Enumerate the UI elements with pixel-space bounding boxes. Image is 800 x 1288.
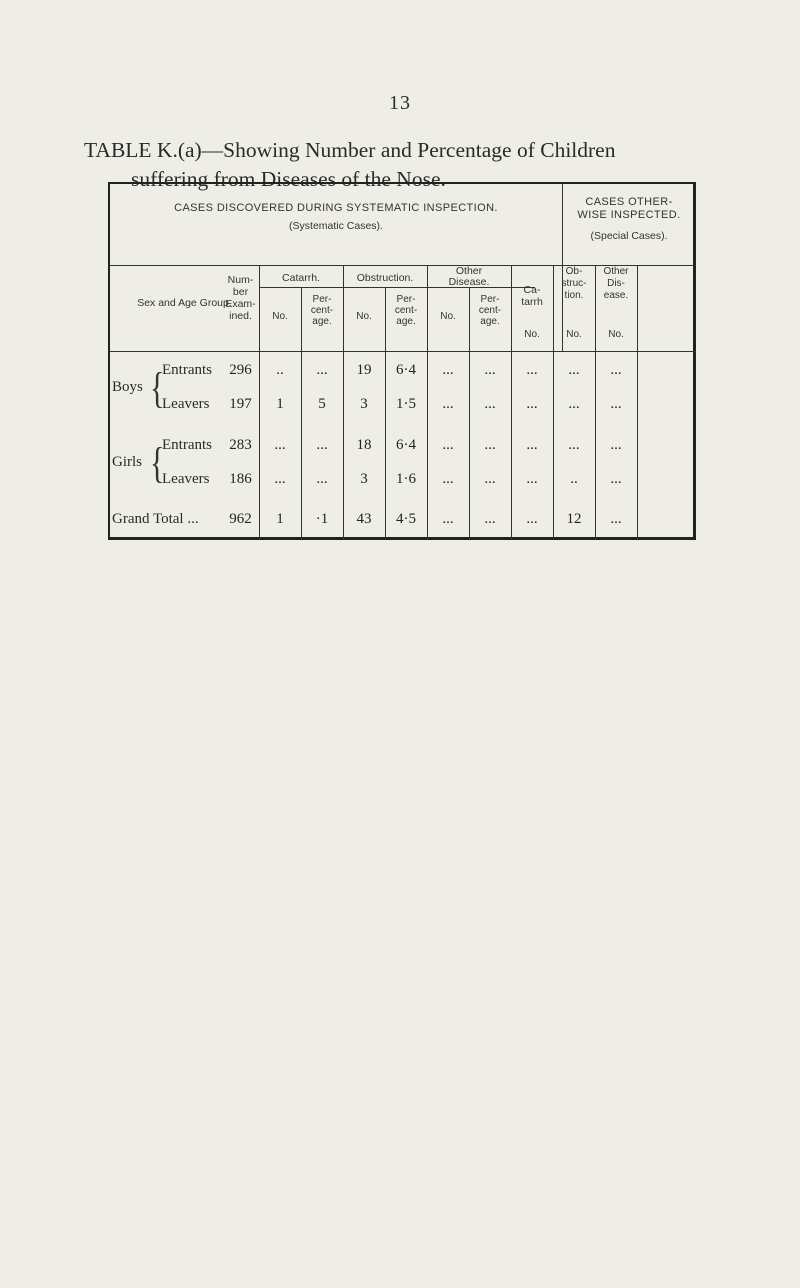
table-cell-sp-obs: ...: [568, 437, 580, 453]
special-other-header: [595, 266, 637, 302]
title-line-1: TABLE K.(a)—Showing Number and Percentage of Children: [84, 138, 616, 162]
special-title-line-1: CASES OTHER-: [585, 196, 673, 208]
special-obstruction-line-1: Ob-: [565, 266, 583, 277]
num-examined-line-1: Num-: [227, 274, 254, 286]
obstruction-pct-line-2: cent-: [394, 305, 418, 316]
table-cell-cat-no: ...: [274, 471, 286, 487]
table-cell-sp-cat: ...: [526, 396, 538, 412]
systematic-group-title: CASES DISCOVERED DURING SYSTEMATIC INSPECTION.: [174, 202, 498, 214]
table-cell-oth-no: ...: [442, 471, 454, 487]
special-obstruction-header: [553, 266, 595, 302]
nose-diseases-table: [108, 182, 696, 540]
num-examined-line-2: ber: [232, 286, 249, 298]
boys-brace: {: [150, 364, 165, 412]
other-pct-line-1: Per-: [480, 294, 500, 305]
special-catarrh-line-2: tarrh: [521, 296, 543, 308]
number-examined-header: [222, 274, 259, 322]
table-cell-examined: 283: [229, 437, 252, 453]
special-catarrh-no-header: No.: [524, 329, 540, 340]
special-group-title: [562, 196, 696, 222]
table-cell-sp-obs: ...: [568, 362, 580, 378]
obstruction-header: Obstruction.: [356, 272, 414, 284]
table-cell-obs-no: 43: [356, 511, 372, 527]
title-line-2: suffering from Diseases of the Nose.: [131, 167, 446, 191]
special-group-subtitle: (Special Cases).: [590, 230, 668, 242]
catarrh-header: Catarrh.: [282, 272, 320, 284]
row-label: Grand Total ...: [112, 511, 199, 527]
table-cell-sp-oth: ...: [610, 396, 622, 412]
table-cell-cat-pct: ...: [316, 471, 328, 487]
catarrh-pct-header: [301, 294, 343, 327]
table-cell-sp-obs: 12: [566, 511, 582, 527]
other-disease-line-2: Disease.: [448, 276, 490, 288]
other-pct-line-2: cent-: [478, 305, 502, 316]
col-sep-7: [637, 265, 638, 540]
num-examined-line-4: ined.: [229, 310, 252, 322]
table-cell-obs-pct: 6·4: [396, 437, 416, 453]
column-header-bottom-line: [110, 351, 696, 352]
other-no-header: No.: [440, 311, 456, 322]
table-cell-cat-pct: ...: [316, 437, 328, 453]
other-pct-header: [469, 294, 511, 327]
table-cell-sp-cat: ...: [526, 511, 538, 527]
table-cell-cat-no: 1: [276, 396, 284, 412]
table-cell-oth-pct: ...: [484, 437, 496, 453]
table-cell-sp-cat: ...: [526, 471, 538, 487]
table-cell-examined: 296: [229, 362, 252, 378]
table-cell-cat-pct: ·1: [315, 511, 329, 527]
table-cell-oth-pct: ...: [484, 362, 496, 378]
table-cell-sp-cat: ...: [526, 437, 538, 453]
girls-brace: {: [150, 439, 165, 487]
catarrh-pct-line-3: age.: [312, 316, 332, 327]
table-cell-oth-no: ...: [442, 396, 454, 412]
table-cell-sp-oth: ...: [610, 362, 622, 378]
table-cell-oth-pct: ...: [484, 471, 496, 487]
table-cell-obs-pct: 6·4: [396, 362, 416, 378]
obstruction-no-header: No.: [356, 311, 372, 322]
table-cell-sp-obs: ..: [570, 471, 578, 487]
table-cell-oth-pct: ...: [484, 396, 496, 412]
table-cell-oth-no: ...: [442, 511, 454, 527]
obstruction-pct-header: [385, 294, 427, 327]
table-cell-sp-oth: ...: [610, 511, 622, 527]
row-label: Leavers: [162, 471, 210, 487]
table-cell-sp-cat: ...: [526, 362, 538, 378]
sex-age-header: Sex and Age Group.: [137, 297, 232, 309]
special-obstruction-line-2: struc-: [561, 278, 587, 289]
table-cell-cat-no: ...: [274, 437, 286, 453]
table-cell-obs-no: 3: [360, 471, 368, 487]
special-catarrh-header: [511, 284, 553, 308]
row-label: Entrants: [162, 362, 212, 378]
catarrh-no-header: No.: [272, 311, 288, 322]
table-cell-obs-no: 3: [360, 396, 368, 412]
special-obstruction-no-header: No.: [566, 329, 582, 340]
catarrh-pct-line-1: Per-: [312, 294, 332, 305]
other-pct-line-3: age.: [480, 316, 500, 327]
table-cell-obs-pct: 4·5: [396, 511, 416, 527]
table-cell-sp-oth: ...: [610, 471, 622, 487]
other-disease-line-1: Other: [455, 265, 483, 277]
group-label-girls: Girls: [112, 454, 142, 470]
special-catarrh-line-1: Ca-: [523, 284, 541, 296]
table-cell-cat-no: 1: [276, 511, 284, 527]
table-cell-cat-pct: ...: [316, 362, 328, 378]
page-number: 13: [389, 92, 411, 114]
special-obstruction-line-3: tion.: [564, 290, 584, 301]
table-cell-sp-oth: ...: [610, 437, 622, 453]
table-cell-examined: 186: [229, 471, 252, 487]
row-label: Entrants: [162, 437, 212, 453]
row-label: Leavers: [162, 396, 210, 412]
table-cell-sp-obs: ...: [568, 396, 580, 412]
table-cell-obs-pct: 1·6: [396, 471, 416, 487]
table-cell-examined: 197: [229, 396, 252, 412]
table-cell-cat-pct: 5: [318, 396, 326, 412]
special-other-no-header: No.: [608, 329, 624, 340]
table-cell-examined: 962: [229, 511, 252, 527]
obstruction-pct-line-3: age.: [396, 316, 416, 327]
table-cell-cat-no: ..: [276, 362, 284, 378]
num-examined-line-3: Exam-: [225, 298, 256, 310]
systematic-group-subtitle: (Systematic Cases).: [289, 220, 383, 232]
catarrh-pct-line-2: cent-: [310, 305, 334, 316]
table-cell-obs-pct: 1·5: [396, 396, 416, 412]
table-cell-obs-no: 18: [356, 437, 372, 453]
special-title-line-2: WISE INSPECTED.: [577, 209, 681, 221]
special-other-line-1: Other: [603, 266, 629, 277]
table-cell-oth-pct: ...: [484, 511, 496, 527]
group-label-boys: Boys: [112, 379, 143, 395]
table-cell-oth-no: ...: [442, 437, 454, 453]
obstruction-pct-line-1: Per-: [396, 294, 416, 305]
other-disease-header: [427, 266, 511, 288]
special-other-line-3: ease.: [603, 290, 629, 301]
table-cell-obs-no: 19: [356, 362, 372, 378]
table-cell-oth-no: ...: [442, 362, 454, 378]
special-other-line-2: Dis-: [607, 278, 625, 289]
